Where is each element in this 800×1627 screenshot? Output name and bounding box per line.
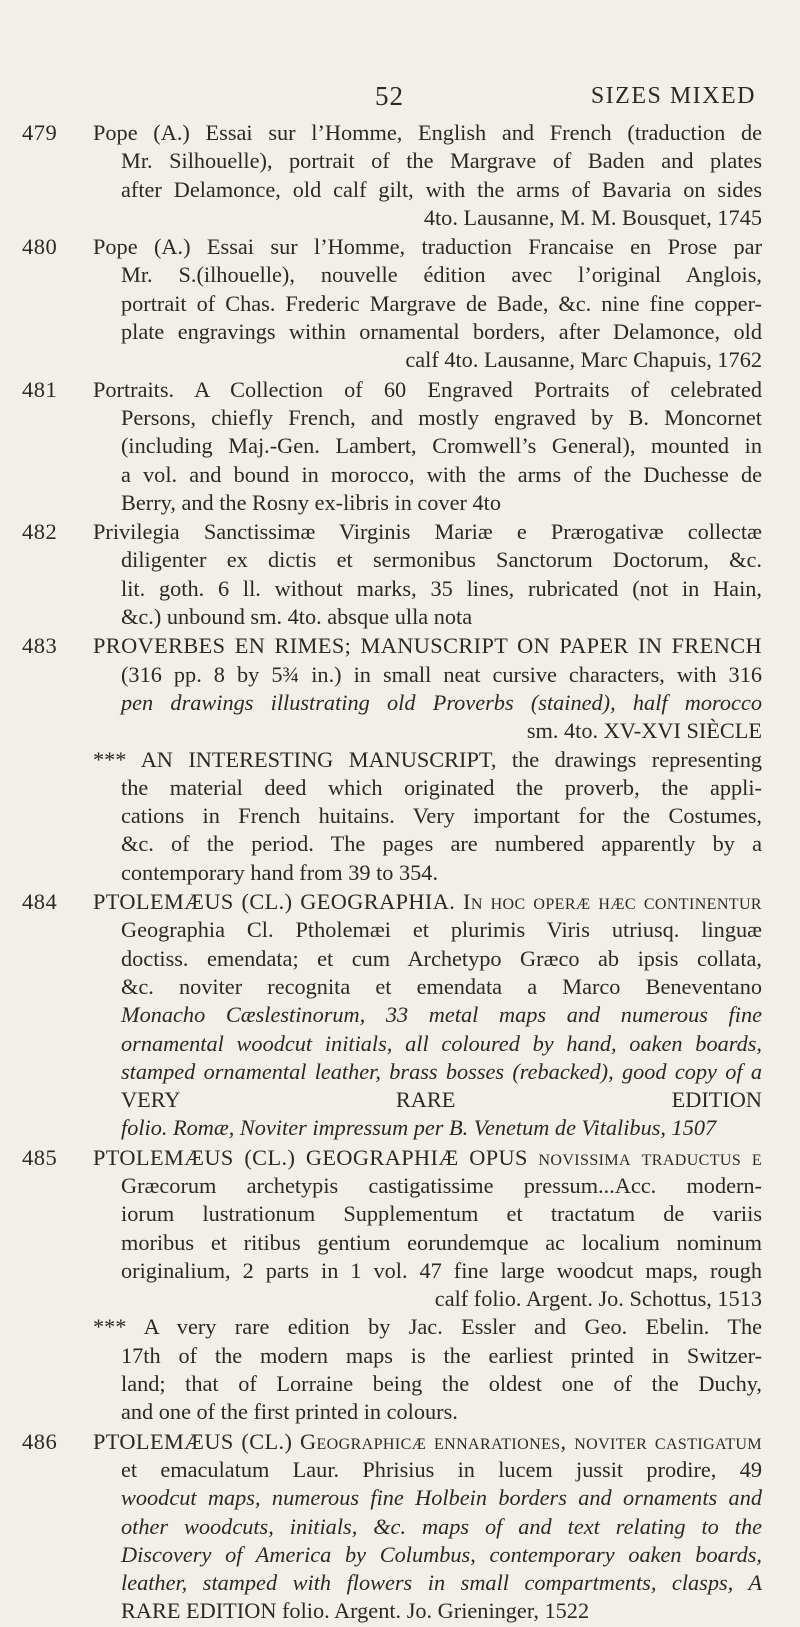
entry-line: diligenter ex dictis et sermonibus Sanctorum Doctorum, &c. (121, 547, 762, 573)
entry-line: Berry, and the Rosny ex-libris in cover 4to (121, 489, 501, 515)
entry-line: Privilegia Sanctissimæ Virginis Mariæ e Prærogativæ collectæ (93, 519, 762, 545)
entry-imprint: calf 4to. Lausanne, Marc Chapuis, 1762 (405, 347, 762, 373)
entry-line: Pope (A.) Essai sur l’Homme, English and French (traduction de (93, 120, 762, 145)
catalogue-entry (0, 233, 800, 374)
catalogue-entry (0, 376, 800, 517)
entry-line: portrait of Chas. Frederic Margrave de Bade, &c. nine fine copper- (121, 290, 762, 316)
entry-line: other woodcuts, initials, &c. maps of and text relating to the (121, 1513, 762, 1539)
entry-line: &c.) unbound sm. 4to. absque ulla nota (121, 604, 473, 630)
page-header (0, 81, 800, 111)
entry-line: PTOLEMÆUS (CL.) Geographicæ ennarationes, noviter castigatum (93, 1428, 762, 1454)
entry-line: Mr. Silhouelle), portrait of the Margrave of Baden and plates (121, 148, 762, 174)
entry-text (93, 233, 762, 374)
catalogue-entry (0, 1144, 800, 1427)
entry-line: (including Maj.-Gen. Lambert, Cromwell’s General), mounted in (121, 433, 762, 459)
entry-text (93, 888, 762, 1143)
page-number: 52 (375, 81, 404, 111)
entry-text (93, 376, 762, 517)
entry-line: VERY RARE EDITION (121, 1087, 762, 1113)
catalogue-entry (0, 888, 800, 1143)
entry-line: Mr. S.(ilhouelle), nouvelle édition avec l’original Anglois, (121, 262, 762, 288)
entry-text (93, 1144, 762, 1314)
entry-line: PTOLEMÆUS (CL.) GEOGRAPHIÆ OPUS novissima traductus e (93, 1144, 762, 1170)
lot-number: 482 (22, 519, 58, 545)
entry-line: lit. goth. 6 ll. without marks, 35 lines, rubricated (not in Hain, (121, 575, 762, 601)
entry-line: plate engravings within ornamental borders, after Delamonce, old (121, 319, 762, 345)
entry-line: Monacho Cæslestinorum, 33 metal maps and numerous fine (121, 1002, 762, 1028)
entry-line: PTOLEMÆUS (CL.) GEOGRAPHIA. In hoc operæ hæc continentur (93, 889, 762, 915)
note-line: cations in French huitains. Very important for the Costumes, (121, 803, 762, 829)
entry-imprint: 4to. Lausanne, M. M. Bousquet, 1745 (423, 204, 762, 230)
note-line: contemporary hand from 39 to 354. (121, 859, 439, 885)
entry-line: et emaculatum Laur. Phrisius in lucem jussit prodire, 49 (121, 1456, 762, 1482)
entry-line: after Delamonce, old calf gilt, with the arms of Bavaria on sides (121, 176, 762, 202)
catalogue-entries (0, 119, 800, 1627)
entry-line: pen drawings illustrating old Proverbs (stained), half morocco (121, 689, 762, 715)
entry-line: Geographia Cl. Ptholemæi et plurimis Viris utriusq. linguæ (121, 917, 762, 943)
lot-number: 481 (22, 376, 58, 402)
catalogue-entry (0, 632, 800, 887)
entry-text (93, 518, 762, 631)
entry-imprint: sm. 4to. XV-XVI SIÈCLE (526, 718, 762, 744)
entry-text (93, 119, 762, 232)
entry-line: Portraits. A Collection of 60 Engraved Portraits of celebrated (93, 376, 762, 402)
lot-number: 480 (22, 234, 58, 260)
note-line: *** AN INTERESTING MANUSCRIPT, the drawings representing (93, 746, 762, 772)
entry-line: Pope (A.) Essai sur l’Homme, traduction Francaise en Prose par (93, 234, 762, 260)
entry-line: leather, stamped with flowers in small compartments, clasps, A (121, 1570, 762, 1596)
entry-imprint: folio. Romæ, Noviter impressum per B. Venetum de Vitalibus, 1507 (121, 1115, 717, 1141)
entry-note (93, 746, 762, 887)
entry-note (93, 1313, 762, 1426)
entry-line: PROVERBES EN RIMES; MANUSCRIPT ON PAPER IN FRENCH (93, 633, 762, 659)
entry-line: iorum lustrationum Supplementum et tractatum de variis (121, 1201, 762, 1227)
running-head: SIZES MIXED (590, 83, 756, 109)
catalogue-entry (0, 518, 800, 631)
catalogue-entry (0, 119, 800, 232)
entry-line: stamped ornamental leather, brass bosses (rebacked), good copy of a (121, 1058, 762, 1084)
entry-line: a vol. and bound in morocco, with the arms of the Duchesse de (121, 461, 762, 487)
lot-number: 485 (22, 1144, 58, 1170)
entry-line: woodcut maps, numerous fine Holbein borders and ornaments and (121, 1485, 762, 1511)
note-line: 17th of the modern maps is the earliest printed in Switzer- (121, 1342, 762, 1368)
lot-number: 486 (22, 1428, 58, 1454)
lot-number: 483 (22, 633, 58, 659)
catalogue-entry (0, 1428, 800, 1626)
note-line: the material deed which originated the proverb, the appli- (121, 774, 762, 800)
entry-line: ornamental woodcut initials, all coloured by hand, oaken boards, (121, 1030, 762, 1056)
entry-imprint: RARE EDITION folio. Argent. Jo. Grieninger, 1522 (121, 1598, 590, 1624)
entry-line: originalium, 2 parts in 1 vol. 47 fine large woodcut maps, rough (121, 1257, 762, 1283)
entry-line: &c. noviter recognita et emendata a Marco Beneventano (121, 973, 762, 999)
lot-number: 484 (22, 889, 58, 915)
entry-text (93, 632, 762, 745)
entry-line: Persons, chiefly French, and mostly engraved by B. Moncornet (121, 404, 762, 430)
note-line: land; that of Lorraine being the oldest one of the Duchy, (121, 1371, 762, 1397)
entry-line: doctiss. emendata; et cum Archetypo Græco ab ipsis collata, (121, 945, 762, 971)
entry-line: Græcorum archetypis castigatissime pressum...Acc. modern- (121, 1172, 762, 1198)
lot-number: 479 (22, 120, 58, 145)
entry-text (93, 1428, 762, 1626)
entry-imprint: calf folio. Argent. Jo. Schottus, 1513 (434, 1286, 762, 1312)
entry-line: Discovery of America by Columbus, contemporary oaken boards, (121, 1541, 762, 1567)
note-line: *** A very rare edition by Jac. Essler and Geo. Ebelin. The (93, 1314, 762, 1340)
entry-line: moribus et ritibus gentium eorundemque ac localium nominum (121, 1229, 762, 1255)
entry-line: (316 pp. 8 by 5¾ in.) in small neat cursive characters, with 316 (121, 661, 762, 687)
note-line: &c. of the period. The pages are numbered apparently by a (121, 831, 762, 857)
note-line: and one of the first printed in colours. (121, 1399, 458, 1425)
